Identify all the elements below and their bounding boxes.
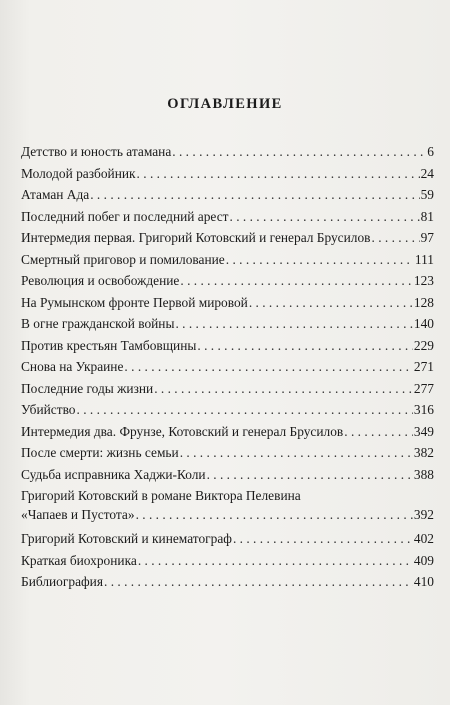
toc-page-number: 382: [413, 445, 434, 460]
leader-dots: [233, 529, 413, 548]
toc-entry-title: Последний побег и последний арест: [21, 208, 229, 224]
toc-entry-title: Снова на Украине: [21, 359, 124, 374]
toc-entry-title: Молодой разбойник: [21, 165, 136, 181]
toc-page-number: 402: [413, 531, 434, 546]
toc-entry-title: Последние годы жизни: [21, 380, 154, 396]
toc-entry: [21, 357, 434, 379]
toc-entry-title: Григорий Котовский и кинематограф: [21, 531, 232, 546]
leader-dots: [104, 572, 413, 591]
toc-page-number: 81: [420, 208, 434, 224]
toc-entry: [21, 185, 434, 207]
toc-entry: [21, 271, 434, 293]
leader-dots: [249, 293, 413, 312]
toc-entry: [21, 486, 434, 529]
toc-entry: [21, 142, 434, 164]
toc-entry: [21, 336, 434, 358]
toc-entry-title: «Чапаев и Пустота»: [21, 507, 135, 522]
toc-page-number: 6: [427, 144, 434, 159]
leader-dots: [77, 400, 413, 419]
toc-entry: [21, 228, 434, 250]
toc-entry-title: Революция и освобождение: [21, 273, 180, 288]
leader-dots: [175, 314, 412, 333]
toc-entry-title: Детство и юность атамана: [21, 144, 172, 159]
toc-entry-title: На Румынском фронте Первой мировой: [21, 294, 248, 310]
toc-page-number: 123: [413, 273, 434, 288]
toc-entry: [21, 379, 434, 401]
toc-entry: [21, 314, 434, 336]
toc-page-number: 271: [413, 359, 434, 374]
toc-entry: [21, 572, 434, 594]
toc-entry: [21, 400, 434, 422]
toc-entry-title: Против крестьян Тамбовщины: [21, 337, 197, 353]
leader-dots: [197, 336, 413, 355]
toc-entry-title: Смертный приговор и помилование: [21, 251, 225, 267]
toc-page-number: 59: [420, 187, 434, 202]
toc-entry: [21, 465, 434, 487]
toc-entry-title: Убийство: [21, 402, 76, 417]
leader-dots: [207, 465, 413, 484]
toc-page-number: 349: [413, 423, 434, 439]
table-of-contents: [21, 142, 434, 594]
leader-dots: [137, 164, 420, 183]
toc-page-number: 140: [413, 316, 434, 331]
toc-entry-title: Интермедия первая. Григорий Котовский и генерал Брусилов: [21, 230, 371, 245]
toc-entry-title: Интермедия два. Фрунзе, Котовский и генерал Брусилов: [21, 423, 344, 439]
leader-dots: [226, 250, 414, 269]
toc-page-number: 316: [413, 402, 434, 417]
toc-page-number: 111: [414, 251, 434, 267]
toc-page-number: 128: [413, 294, 434, 310]
leader-dots: [230, 207, 420, 226]
leader-dots: [180, 443, 413, 462]
toc-entry: [21, 164, 434, 186]
toc-entry-title-line1: Григорий Котовский в романе Виктора Пелевина: [21, 488, 301, 503]
leader-dots: [90, 185, 419, 204]
toc-entry: [21, 250, 434, 272]
leader-dots: [372, 228, 420, 247]
toc-page-number: 97: [420, 230, 434, 245]
toc-page-number: 24: [420, 165, 434, 181]
toc-entry: [21, 529, 434, 551]
toc-entry-title: После смерти: жизнь семьи: [21, 445, 179, 460]
toc-entry-title: Атаман Ада: [21, 187, 90, 202]
toc-entry: [21, 443, 434, 465]
toc-entry-title: Судьба исправника Хаджи-Коли: [21, 466, 206, 482]
toc-page-number: 410: [413, 574, 434, 589]
toc-entry: [21, 422, 434, 444]
toc-entry: [21, 551, 434, 573]
toc-entry-title: В огне гражданской войны: [21, 316, 175, 331]
leader-dots: [138, 551, 413, 570]
toc-entry: [21, 293, 434, 315]
toc-entry-title: Библиография: [21, 574, 104, 589]
toc-page-number: 409: [413, 552, 434, 568]
leader-dots: [154, 379, 413, 398]
toc-page-number: 392: [413, 507, 434, 522]
page-title: ОГЛАВЛЕНИЕ: [167, 96, 283, 112]
toc-page-number: 277: [413, 380, 434, 396]
leader-dots: [344, 422, 413, 441]
toc-entry: [21, 207, 434, 229]
toc-entry-title: Краткая биохроника: [21, 552, 137, 568]
toc-page-number: 388: [413, 466, 434, 482]
leader-dots: [180, 271, 413, 290]
leader-dots: [136, 505, 413, 524]
leader-dots: [172, 142, 426, 161]
leader-dots: [124, 357, 412, 376]
toc-page-number: 229: [413, 337, 434, 353]
